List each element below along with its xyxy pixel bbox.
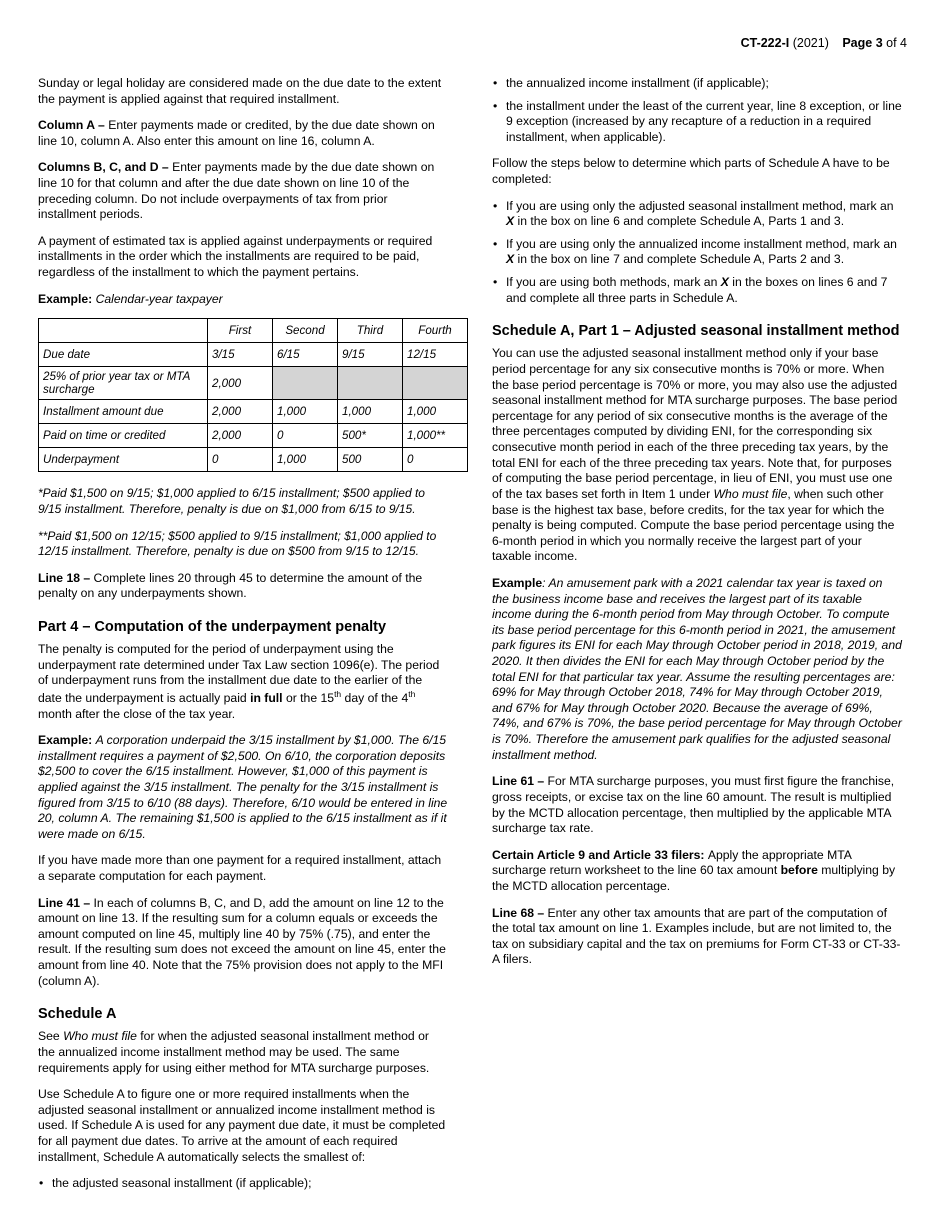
- list-item: • the adjusted seasonal installment (if applicable);: [38, 1176, 448, 1192]
- row-cell: 500: [338, 448, 403, 472]
- schedule-a-post: for when the adjusted seasonal installment method or the annualized income installment method may be used. The same requirements apply for using either method for MTA surcharge purposes.: [38, 1029, 430, 1075]
- page-number: Page 3: [842, 36, 883, 50]
- list-item: [492, 275, 902, 306]
- certain-filers-label: Certain Article 9 and Article 33 filers:: [492, 847, 708, 862]
- table-row: [39, 448, 468, 472]
- example-3-text: : An amusement park with a 2021 calendar tax year is taxed on the business income base and receives the largest part of its taxable income during the 6-month period from May through October. To compute its base period percentage for this 6-month period in 2021, the amusement park figures its ENI for each May through October period in 2018, 2019, and 2020. It then divides the ENI for each May through October period by the total ENI for that particular tax year. Assume the resulting percentages are: 69% for May through October 2018, 74% for May through October 2019, and 67% for May through October 2020. Because the average of 69%, 74%, and 67% is 70%, the base period percentage for May through October is 70%. Therefore the amusement park qualifies for the adjusted seasonal installment method.: [492, 575, 902, 762]
- line-61-text: For MTA surcharge purposes, you must first figure the franchise, gross receipts, or excise tax on the line 60 amount. The result is multiplied by the MCTD allocation percentage, then multiplied by the applicable MTA surcharge tax rate.: [492, 774, 895, 836]
- row-label: Underpayment: [39, 448, 208, 472]
- columns-bcd-label: Columns B, C, and D –: [38, 160, 173, 175]
- row-cell: 0: [403, 448, 468, 472]
- table-header-row: [39, 319, 468, 343]
- step-1-post: in the box on line 6 and complete Schedule A, Parts 1 and 3.: [514, 214, 845, 229]
- row-cell: 6/15: [273, 343, 338, 367]
- column-a-label: Column A –: [38, 118, 109, 133]
- example-2-text: A corporation underpaid the 3/15 installment by $1,000. The 6/15 installment requires a payment of $2,500. On 6/10, the corporation deposits $2,500 to cover the 6/15 installment. However, $1,000 of this payment is applied against the 3/15 installment. The penalty for the 3/15 installment is figured from 3/15 to 6/10 (88 days). Therefore, 6/10 would be entered in line 20, column A. The remaining $1,500 is applied to the 6/15 installment as if it were made on 6/15.: [38, 733, 448, 841]
- paragraph-more-than-one-payment: If you have made more than one payment for a required installment, attach a separate computation for each payment.: [38, 853, 442, 884]
- paragraph-example-amusement-park: [492, 576, 902, 763]
- row-label: Installment amount due: [39, 400, 208, 424]
- certain-filers-bold-before: before: [780, 863, 818, 878]
- row-label: Paid on time or credited: [39, 424, 208, 448]
- paragraph-part-4-body: [38, 642, 448, 722]
- part-4-text-1: The penalty is computed for the period of underpayment using the underpayment rate determined under Tax Law section 1096(e). The period of underpayment runs from the installment due date to the earlier of the date the underpayment is actually paid: [38, 642, 440, 705]
- column-a-text: Enter payments made or credited, by the due date shown on line 10, column A. Also enter this amount on line 16, column A.: [38, 118, 435, 148]
- paragraph-example-calendar: [38, 292, 448, 308]
- part-4-sup-th: th: [334, 688, 342, 699]
- row-label: Due date: [39, 343, 208, 367]
- schedule-a-bullet-list-left: [38, 1176, 448, 1192]
- row-cell: 1,000: [273, 400, 338, 424]
- list-item: • the installment under the least of the current year, line 8 exception, or line 9 exception (increased by any recapture of a reduction in a required installment, when applicable).: [492, 99, 902, 146]
- steps-bullet-list: [492, 199, 902, 307]
- paragraph-schedule-a-2: Use Schedule A to figure one or more required installments when the adjusted seasonal installment or annualized income installment method is used. If Schedule A is used for any payment due date, it must be completed for all payment due dates. To arrive at the amount of each required installment, Schedule A automatically selects the smallest of:: [38, 1087, 446, 1164]
- heading-part-4: Part 4 – Computation of the underpayment penalty: [38, 618, 387, 635]
- part-4-text-3: day of the 4: [341, 690, 409, 705]
- footnote-double-asterisk: **Paid $1,500 on 12/15; $500 applied to 9/15 installment; $1,000 applied to 12/15 installment. Therefore, penalty is due on $500 from 9/15 to 12/15.: [38, 528, 437, 559]
- row-cell: 1,000: [403, 400, 468, 424]
- example-3-label: Example: [492, 575, 543, 590]
- left-column: [38, 76, 452, 1203]
- row-cell: 2,000: [208, 367, 273, 400]
- certain-filers-text-2: multiplying by the MCTD allocation percentage.: [492, 863, 896, 893]
- step-2-pre: If you are using only the annualized income installment method, mark an: [506, 236, 897, 251]
- line-68-label: Line 68 –: [492, 905, 548, 920]
- part-4-text-4: month after the close of the tax year.: [38, 706, 236, 721]
- list-item: [492, 237, 902, 268]
- step-1-pre: If you are using only the adjusted seasonal installment method, mark an: [506, 198, 894, 213]
- line-18-text: Complete lines 20 through 45 to determine the amount of the penalty on any underpayments shown.: [38, 570, 423, 601]
- example-2-label: Example:: [38, 733, 96, 748]
- table-row: [39, 400, 468, 424]
- line-68-text: Enter any other tax amounts that are part of the computation of the total tax amount on line 1. Examples include, but are not limited to, the tax on subsidiary capital and the tax on premiums for Form CT-33 or CT-33-A filers.: [492, 905, 901, 967]
- paragraph-follow-steps: Follow the steps below to determine which parts of Schedule A have to be completed:: [492, 156, 890, 187]
- columns-bcd-text: Enter payments made by the due date shown on line 10 for that column and after the due date shown on line 10 of the preceding column. Do not include overpayments of tax from prior installment periods.: [38, 160, 435, 222]
- two-column-body: [38, 76, 912, 1203]
- example-text: Calendar-year taxpayer: [95, 291, 223, 306]
- step-3-post: in the boxes on lines 6 and 7 and complete all three parts in Schedule A.: [506, 275, 888, 305]
- step-3-x: X: [720, 275, 729, 290]
- table-header-first: First: [208, 319, 273, 343]
- paragraph-part-1-body: [492, 346, 902, 565]
- list-item: • the annualized income installment (if applicable);: [492, 76, 902, 92]
- row-cell: 1,000**: [403, 424, 468, 448]
- table-header-second: Second: [273, 319, 338, 343]
- paragraph-column-a: [38, 118, 448, 149]
- page-total: of 4: [886, 36, 907, 50]
- form-number: CT-222-I: [740, 36, 790, 50]
- row-cell-shaded: [273, 367, 338, 400]
- step-2-post: in the box on line 7 and complete Schedule A, Parts 2 and 3.: [514, 252, 845, 267]
- paragraph-schedule-a-1: [38, 1029, 448, 1076]
- row-cell: 12/15: [403, 343, 468, 367]
- part-4-sup-th-2: th: [408, 688, 416, 699]
- heading-schedule-a: Schedule A: [38, 1006, 117, 1023]
- paragraph-line-18: [38, 571, 448, 602]
- paragraph-columns-bcd: [38, 160, 448, 222]
- line-61-label: Line 61 –: [492, 774, 548, 789]
- paragraph-sunday-holiday: Sunday or legal holiday are considered made on the due date to the extent the payment is applied against that required installment.: [38, 76, 442, 106]
- table-header-fourth: Fourth: [403, 319, 468, 343]
- example-label: Example:: [38, 291, 96, 306]
- heading-schedule-a-part-1: Schedule A, Part 1 – Adjusted seasonal installment method: [492, 323, 900, 340]
- row-cell: 3/15: [208, 343, 273, 367]
- step-2-x: X: [506, 252, 515, 267]
- paragraph-line-41: [38, 896, 448, 990]
- form-year: (2021): [792, 36, 829, 50]
- table-row: [39, 367, 468, 400]
- part-4-text-2: or the 15: [282, 690, 335, 705]
- row-cell: 0: [273, 424, 338, 448]
- table-header-blank: [39, 319, 208, 343]
- line-41-label: Line 41 –: [38, 895, 94, 910]
- schedule-a-bullet-list-right: [492, 76, 902, 145]
- paragraph-certain-filers: [492, 848, 902, 895]
- paragraph-payment-applied: A payment of estimated tax is applied against underpayments or required installments in the order which the installments are required to be paid, regardless of the installment to which the payment pertains.: [38, 233, 433, 280]
- part-1-text-post: , when such other base is the highest tax base, before credits, for the tax year for which the penalty is being computed. Compute the base period percentage using the 6-month period in which you normally receive the largest part of your taxable income.: [492, 486, 895, 564]
- row-cell: 9/15: [338, 343, 403, 367]
- paragraph-line-68: [492, 906, 902, 968]
- row-cell-shaded: [403, 367, 468, 400]
- schedule-a-who-must-file: Who must file: [63, 1029, 137, 1044]
- step-1-x: X: [506, 214, 515, 229]
- row-cell: 500*: [338, 424, 403, 448]
- paragraph-example-corporation: [38, 733, 448, 842]
- footnote-single-asterisk: *Paid $1,500 on 9/15; $1,000 applied to 6/15 installment; $500 applied to 9/15 installment. Therefore, penalty is due on $1,000 from 6/15 to 9/15.: [38, 486, 425, 516]
- row-cell-shaded: [338, 367, 403, 400]
- table-row: [39, 424, 468, 448]
- part-1-who-must-file: Who must file: [713, 486, 788, 501]
- schedule-a-pre: See: [38, 1029, 64, 1044]
- row-cell: 1,000: [338, 400, 403, 424]
- part-1-text-pre: You can use the adjusted seasonal installment method only if your base period percentage for any six consecutive months is 70% or more. When the base period percentage is 70% or more, you may also use the adjusted seasonal installment method for MTA surcharge purposes. The base period percentage for any period of six consecutive months is the average of the three percentages computed by dividing ENI, for the corresponding six consecutive month period in each of the three preceding tax years, by the total ENI for each of the three preceding tax years. Note that, for purposes of computing the base period percentage, in lieu of ENI, you must use one of the tax bases set forth in Item 1 under: [492, 346, 898, 501]
- line-41-text: In each of columns B, C, and D, add the amount on line 12 to the amount on line 13. If the resulting sum for a column equals or exceeds the amount computed on line 45, multiply line 40 by 75% (.75), and enter the result. If the resulting sum does not exceed the amount on line 45, enter the amount from line 40. Note that the 75% provision does not apply to the MFI (column A).: [38, 895, 446, 988]
- row-label: 25% of prior year tax or MTA surcharge: [39, 367, 208, 400]
- step-3-pre: If you are using both methods, mark an: [506, 275, 721, 290]
- line-18-label: Line 18 –: [38, 570, 94, 585]
- paragraph-line-61: [492, 774, 902, 836]
- example-table: [38, 318, 468, 472]
- row-cell: 2,000: [208, 424, 273, 448]
- row-cell: 1,000: [273, 448, 338, 472]
- right-column: [492, 76, 902, 979]
- page-header: [38, 36, 912, 50]
- table-row: [39, 343, 468, 367]
- row-cell: 0: [208, 448, 273, 472]
- table-header-third: Third: [338, 319, 403, 343]
- list-item: [492, 199, 902, 230]
- certain-filers-text-1: Apply the appropriate MTA surcharge return worksheet to the line 60 tax amount: [492, 847, 852, 878]
- part-4-bold-in-full: in full: [250, 690, 283, 705]
- row-cell: 2,000: [208, 400, 273, 424]
